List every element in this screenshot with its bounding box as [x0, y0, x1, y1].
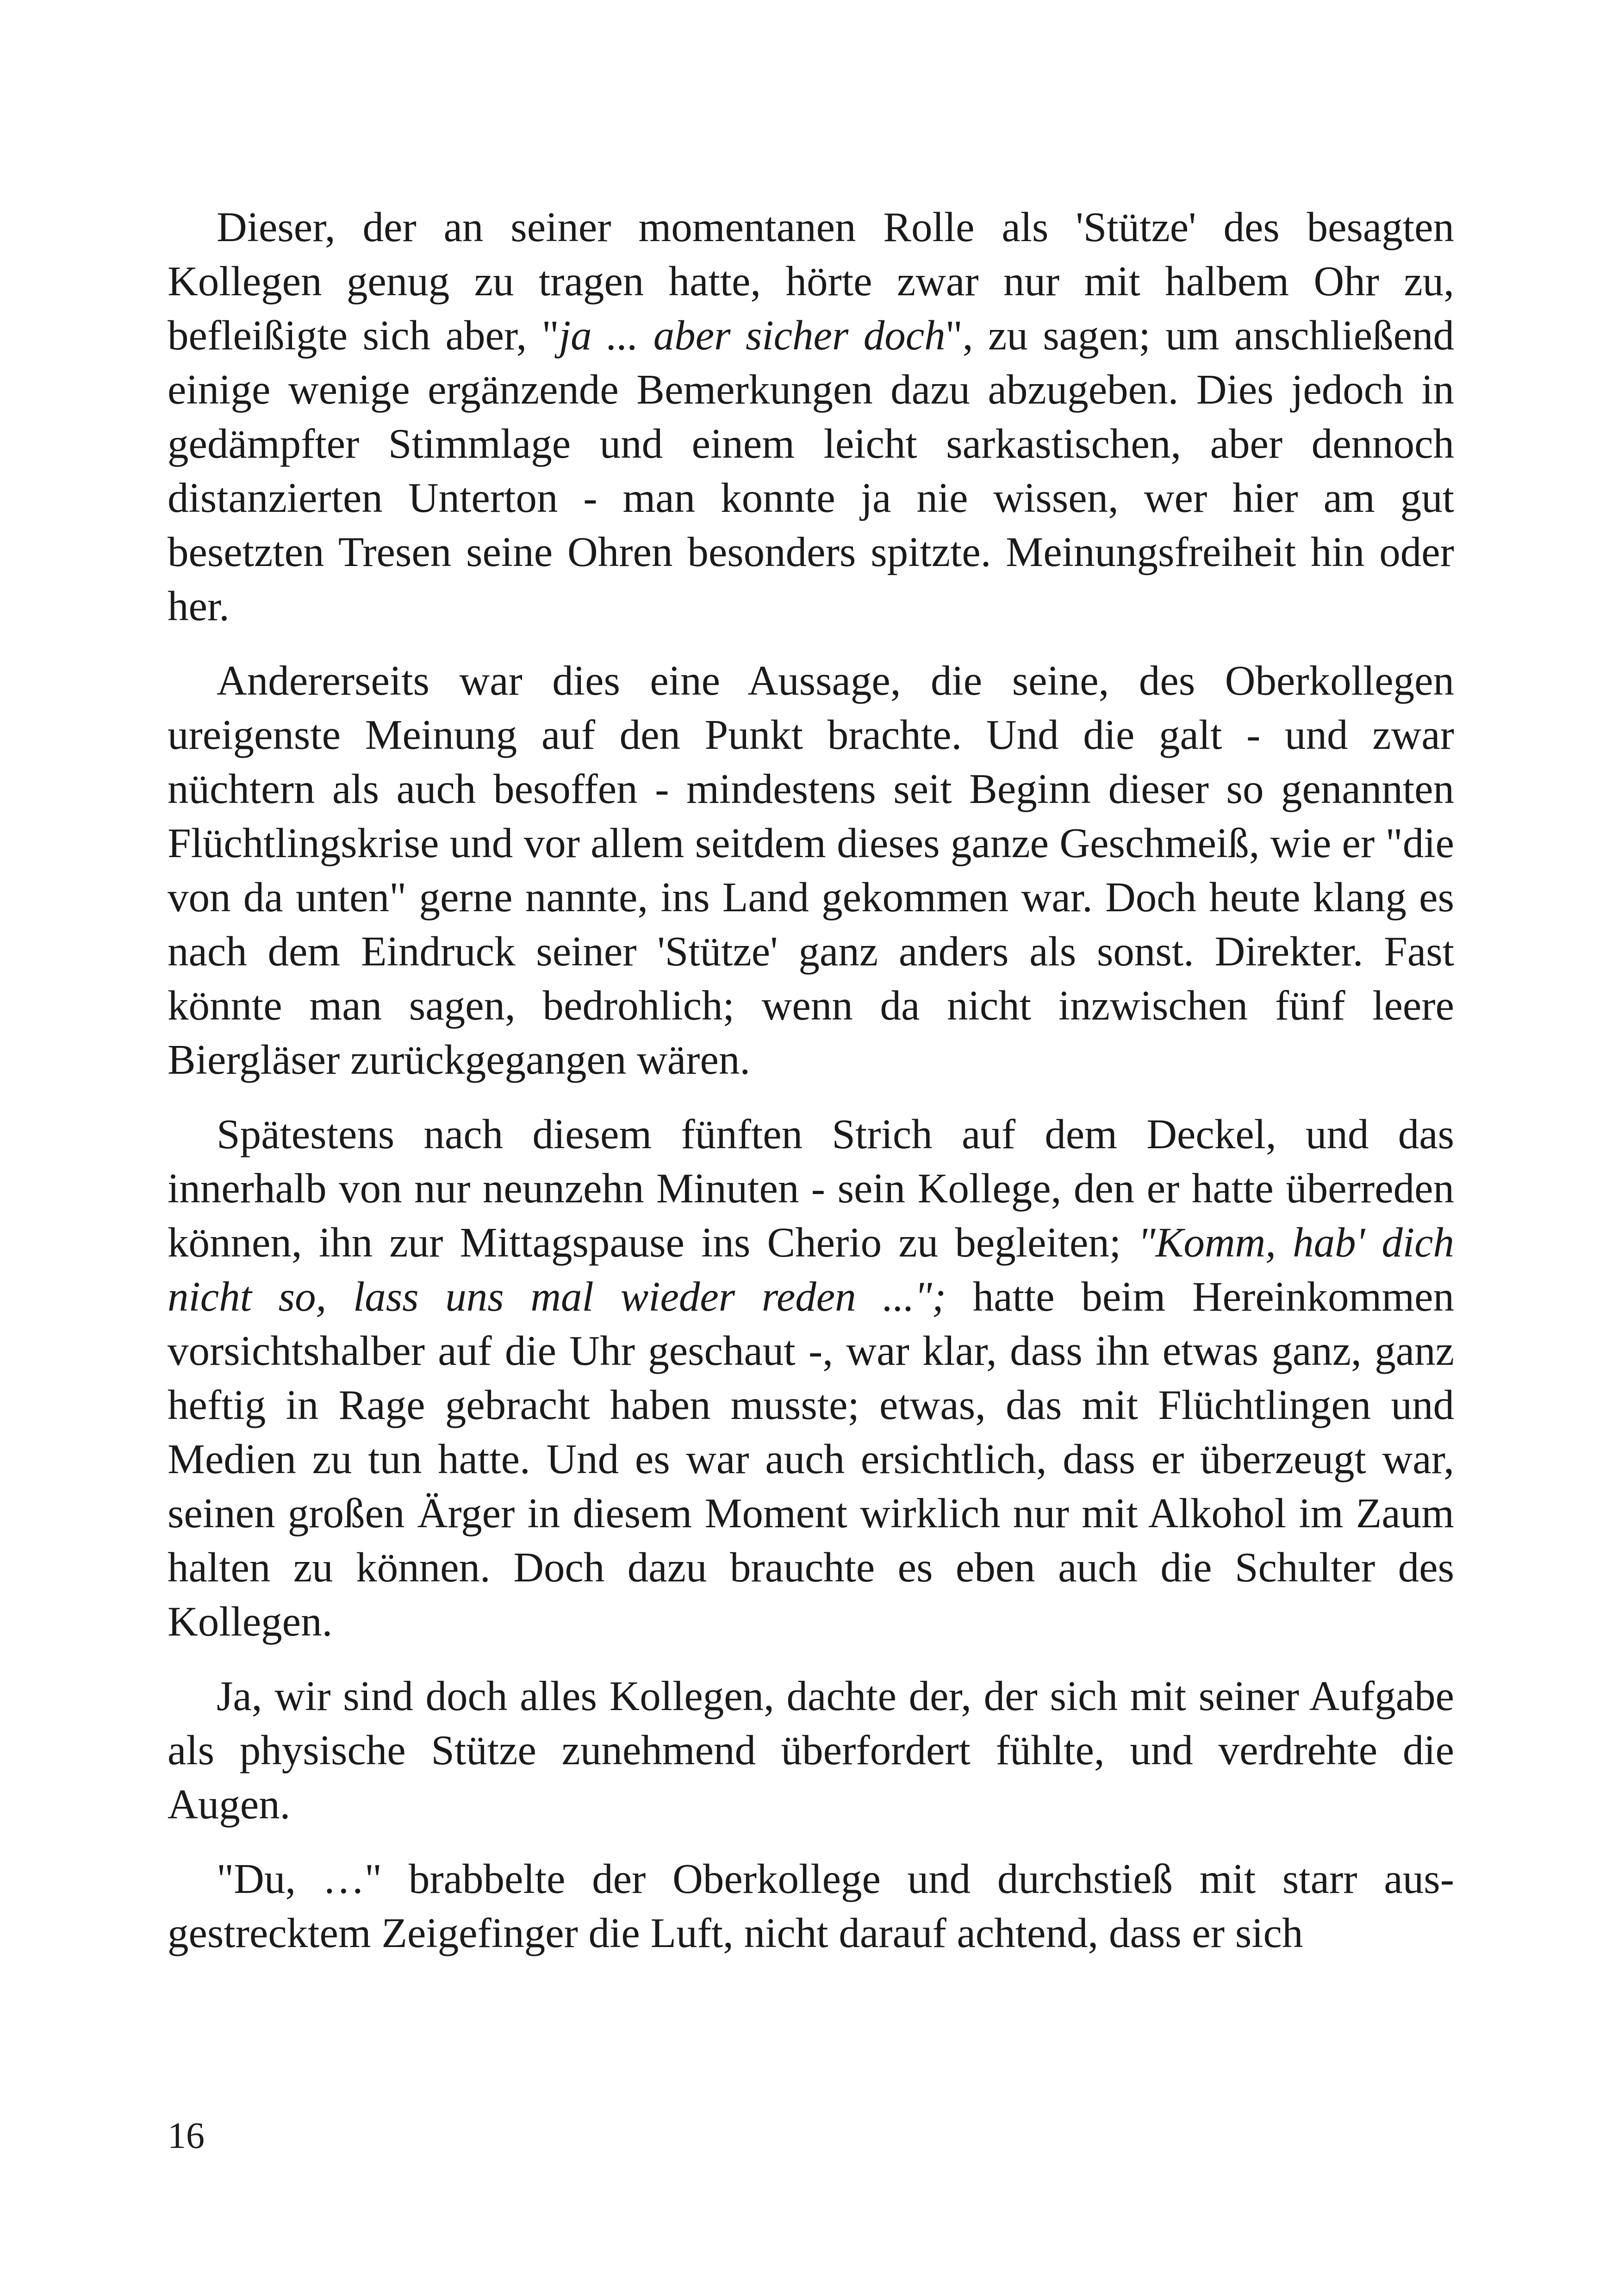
italic-quote: "Komm, hab' dich nicht so, lass uns mal wieder reden ...";: [168, 1219, 1455, 1320]
text-segment: Andererseits war dies eine Aussage, die seine, des Oberkollegen ureigenste Meinung auf den Punkt brachte. Und die galt - und zwar nüchtern als auch besoffen - mindestens seit Beginn dieser so genannten Flüchtlingskrise und vor allem seitdem dieses ganze Geschmeiß, wie er "die von da unten" gerne nannte, ins Land gekommen war. Doch heute klang es nach dem Eindruck seiner 'Stütze' ganz anders als sonst. Direkter. Fast könnte man sagen, bedrohlich; wenn da nicht inzwischen fünf leere Biergläser zurückgegangen wären.: [168, 657, 1454, 1083]
paragraph-4: [168, 1669, 1454, 1831]
paragraph-2: [168, 653, 1454, 1087]
paragraph-3: [168, 1107, 1454, 1649]
text-segment: Ja, wir sind doch alles Kollegen, dachte der, der sich mit seiner Aufgabe als physische Stütze zunehmend überfordert fühlte, und verdrehte die Augen.: [168, 1673, 1454, 1828]
body-text: [168, 200, 1454, 1960]
text-segment: hatte beim Hereinkommen vorsichtshalber auf die Uhr geschaut -, war klar, dass ihn etwas ganz, ganz heftig in Rage gebracht haben musste; etwas, das mit Flüchtlingen und Medien zu tun hatte. Und es war auch ersichtlich, dass er überzeugt war, seinen großen Ärger in diesem Moment wirklich nur mit Alkohol im Zaum halten zu können. Doch dazu brauchte es eben auch die Schulter des Kollegen.: [168, 1273, 1454, 1645]
italic-quote: ja ... aber sicher doch: [559, 312, 946, 359]
page-number: 16: [168, 2116, 205, 2156]
text-segment: Dieser, der an seiner momentanen Rolle als 'Stütze' des besagten Kollegen genug zu tragen hatte, hörte zwar nur mit halbem Ohr zu, befleißigte sich aber, ": [168, 204, 1454, 359]
paragraph-5: [168, 1852, 1454, 1960]
text-segment: "Du, …" brabbelte der Oberkollege und durchstieß mit starr ausgestrecktem Zeigefinger die Luft, nicht darauf achtend, dass er sich: [168, 1855, 1454, 1956]
text-segment: ", zu sagen; um anschließend einige wenige ergänzende Bemerkungen dazu abzugeben. Dies jedoch in gedämpfter Stimmlage und einem leicht sarkastischen, aber dennoch distanzierten Unterton - man konnte ja nie wissen, wer hier am gut besetzten Tresen seine Ohren besonders spitzte. Meinungsfreiheit hin oder her.: [168, 312, 1455, 629]
paragraph-1: [168, 200, 1454, 633]
text-segment: Spätestens nach diesem fünften Strich auf dem Deckel, und das innerhalb von nur neunzehn Minuten - sein Kollege, den er hatte überreden können, ihn zur Mittagspause ins Cherio zu begleiten;: [168, 1111, 1454, 1266]
